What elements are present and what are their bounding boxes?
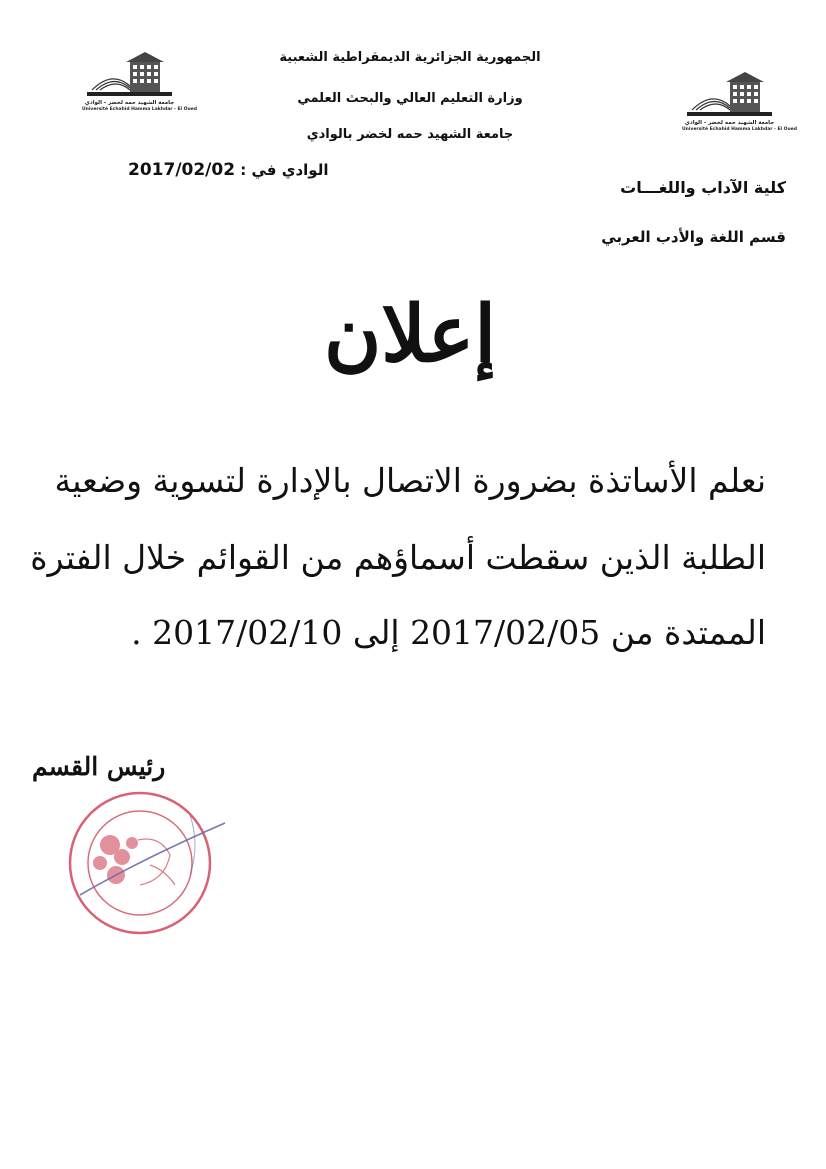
header-university: جامعة الشهيد حمه لخضر بالوادي [306,127,514,142]
header-republic: الجمهورية الجزائرية الديمقراطية الشعبية [279,50,541,65]
faculty-name: كلية الآداب واللغـــات [620,178,786,197]
announcement-title: إعلان [323,289,497,380]
logo-caption-ar: جامعة الشهيد حمه لخضر - الوادي [684,120,775,126]
logo-caption-ar: جامعة الشهيد حمه لخضر - الوادي [84,100,175,106]
university-building-icon [682,70,777,120]
body-line-3: الممتدة من 2017/02/05 إلى 2017/02/10 . [131,613,766,652]
logo-caption-en: Université Echahid Hamma Lakhdar - El Oued [82,107,197,112]
body-line-1: نعلم الأساتذة بضرورة الاتصال بالإدارة لتسوية وضعية [54,461,766,500]
university-logo-right [682,70,797,140]
date-line [128,160,329,180]
department-head-signature: رئيس القسم [32,752,166,781]
university-logo-left [82,50,197,120]
logo-caption-en: Université Echahid Hamma Lakhdar - El Oued [682,127,797,132]
university-building-icon [82,50,177,100]
body-line-2: الطلبة الذين سقطت أسماؤهم من القوائم خلال الفترة [30,538,766,577]
official-stamp [40,785,240,945]
date-label: الوادي في : [240,161,329,179]
date-value: 2017/02/02 [128,160,236,180]
stamp-seal-icon [40,785,240,945]
department-name: قسم اللغة والأدب العربي [601,228,786,246]
header-ministry: وزارة التعليم العالي والبحث العلمي [297,91,523,106]
